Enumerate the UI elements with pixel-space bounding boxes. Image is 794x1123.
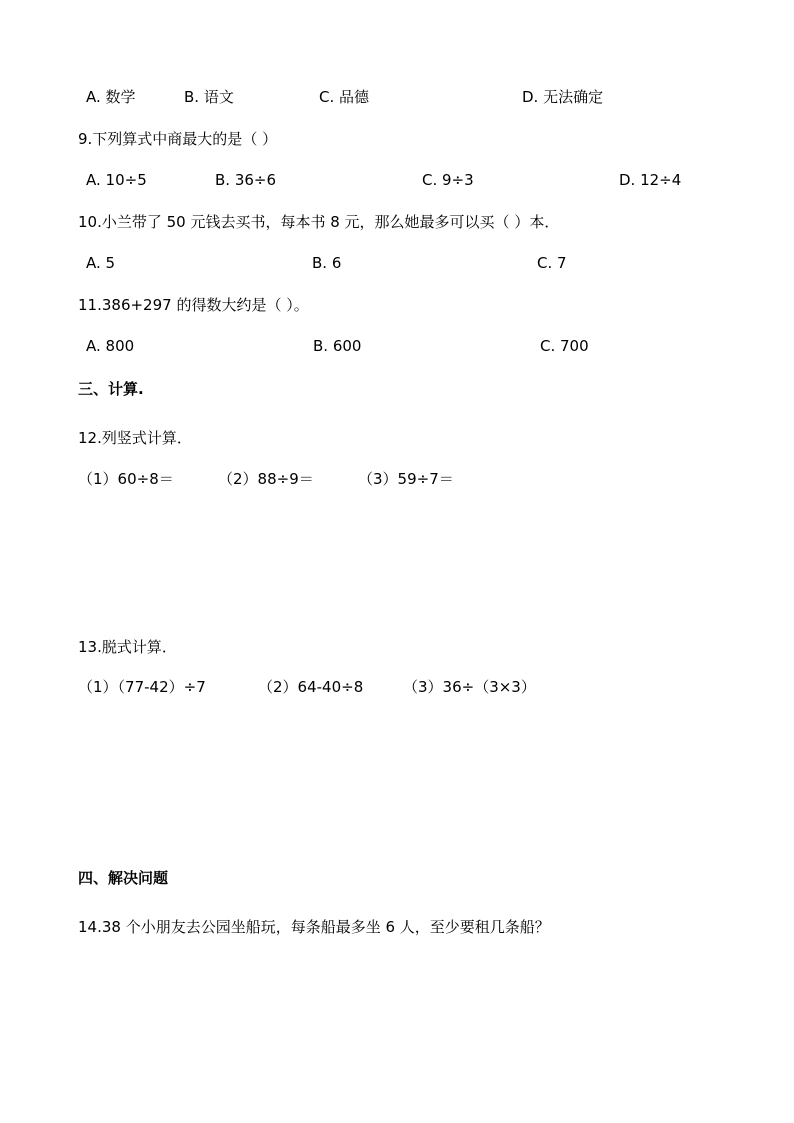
q10-option-a[interactable]: A. 5 [86, 254, 116, 272]
q8-option-c[interactable]: C. 品德 [319, 88, 370, 106]
q10-stem: 10.小兰带了 50 元钱去买书，每本书 8 元，那么她最多可以买（ ）本． [78, 213, 560, 231]
q12-item-3: （3）59÷7＝ [358, 470, 454, 488]
q13-stem: 13.脱式计算． [78, 638, 177, 656]
section-4-title: 四、解决问题 [78, 869, 169, 887]
q10-option-c[interactable]: C. 7 [537, 254, 567, 272]
q13-item-2: （2）64-40÷8 [258, 678, 364, 696]
q8-option-a[interactable]: A. 数学 [86, 88, 136, 106]
q9-stem: 9.下列算式中商最大的是（ ） [78, 130, 278, 148]
q10-option-b[interactable]: B. 6 [312, 254, 342, 272]
q12-item-1: （1）60÷8＝ [78, 470, 174, 488]
q12-stem: 12.列竖式计算． [78, 429, 192, 447]
q11-stem: 11.386+297 的得数大约是（ ）。 [78, 296, 309, 314]
q13-item-1: （1）（77-42）÷7 [78, 678, 206, 696]
q9-option-a[interactable]: A. 10÷5 [86, 171, 147, 189]
q9-option-b[interactable]: B. 36÷6 [215, 171, 277, 189]
q8-option-b[interactable]: B. 语文 [184, 88, 234, 106]
q12-item-2: （2）88÷9＝ [218, 470, 314, 488]
q13-item-3: （3）36÷（3×3） [403, 678, 536, 696]
q14-stem: 14.38 个小朋友去公园坐船玩，每条船最多坐 6 人，至少要租几条船？ [78, 918, 550, 936]
q9-option-c[interactable]: C. 9÷3 [422, 171, 474, 189]
q9-option-d[interactable]: D. 12÷4 [619, 171, 682, 189]
section-3-title: 三、计算. [78, 380, 144, 398]
q11-option-c[interactable]: C. 700 [540, 337, 589, 355]
q8-option-d[interactable]: D. 无法确定 [522, 88, 604, 106]
q11-option-b[interactable]: B. 600 [313, 337, 362, 355]
q11-option-a[interactable]: A. 800 [86, 337, 135, 355]
